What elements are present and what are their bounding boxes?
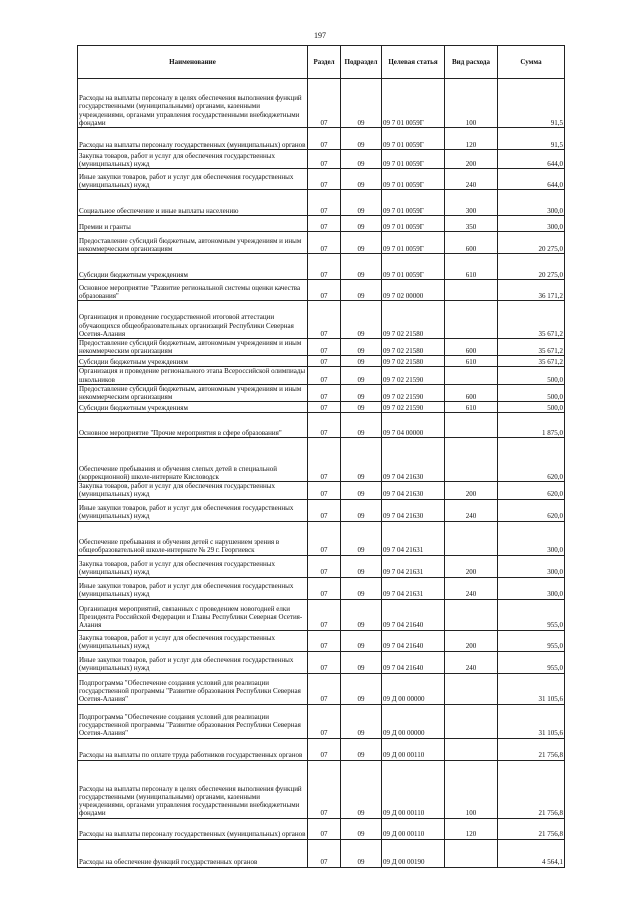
cell-amount: 300,0 bbox=[498, 577, 565, 599]
cell-expense-type bbox=[445, 280, 498, 301]
cell-section: 07 bbox=[308, 128, 341, 150]
cell-section: 07 bbox=[308, 339, 341, 356]
cell-name: Организация и проведение регионального этапа Всероссийской олимпиады школьников bbox=[78, 367, 308, 384]
cell-target: 09 7 01 0059Г bbox=[382, 169, 445, 190]
cell-name: Иные закупки товаров, работ и услуг для обеспечения государственных (муниципальных) нужд bbox=[78, 577, 308, 599]
cell-target: 09 7 02 21590 bbox=[382, 402, 445, 413]
cell-name: Расходы на выплаты персоналу в целях обеспечения выполнения функций государственными (муниципальными) органами, казенными учреждениями, органами управления государственными внебюджетными фондами bbox=[78, 760, 308, 818]
cell-target: 09 Д 00 00110 bbox=[382, 760, 445, 818]
cell-subsection: 09 bbox=[341, 169, 382, 190]
cell-target: 09 7 01 0059Г bbox=[382, 79, 445, 128]
cell-section: 07 bbox=[308, 280, 341, 301]
cell-subsection: 09 bbox=[341, 760, 382, 818]
cell-amount: 955,0 bbox=[498, 651, 565, 673]
cell-amount: 300,0 bbox=[498, 190, 565, 216]
cell-target: 09 7 02 21580 bbox=[382, 356, 445, 367]
cell-section: 07 bbox=[308, 499, 341, 521]
cell-name: Основное мероприятие "Развитие региональной системы оценки качества образования" bbox=[78, 280, 308, 301]
header-name: Наименование bbox=[78, 46, 308, 79]
cell-expense-type: 350 bbox=[445, 216, 498, 232]
cell-section: 07 bbox=[308, 384, 341, 401]
cell-name: Иные закупки товаров, работ и услуг для обеспечения государственных (муниципальных) нужд bbox=[78, 169, 308, 190]
cell-amount: 4 564,1 bbox=[498, 839, 565, 867]
cell-target: 09 7 02 21590 bbox=[382, 384, 445, 401]
cell-name: Организация мероприятий, связанных с проведением новогодней елки Президента Российской Федерации и Главы Республики Северная Осетия-Алания bbox=[78, 599, 308, 630]
table-row bbox=[78, 760, 565, 818]
cell-name: Обеспечение пребывания и обучения слепых детей в специальной (коррекционной) школе-интернате Кисловодск bbox=[78, 438, 308, 482]
cell-expense-type bbox=[445, 521, 498, 555]
cell-subsection: 09 bbox=[341, 839, 382, 867]
cell-subsection: 09 bbox=[341, 599, 382, 630]
cell-section: 07 bbox=[308, 521, 341, 555]
table-row bbox=[78, 339, 565, 356]
table-row bbox=[78, 280, 565, 301]
cell-amount: 21 756,8 bbox=[498, 738, 565, 760]
cell-expense-type: 600 bbox=[445, 339, 498, 356]
header-expense-type: Вид расхода bbox=[445, 46, 498, 79]
cell-expense-type bbox=[445, 301, 498, 339]
cell-subsection: 09 bbox=[341, 818, 382, 839]
table-row bbox=[78, 438, 565, 482]
table-row bbox=[78, 630, 565, 651]
cell-section: 07 bbox=[308, 216, 341, 232]
cell-subsection: 09 bbox=[341, 150, 382, 169]
cell-subsection: 09 bbox=[341, 190, 382, 216]
cell-amount: 300,0 bbox=[498, 521, 565, 555]
table-row bbox=[78, 521, 565, 555]
cell-target: 09 7 01 0059Г bbox=[382, 216, 445, 232]
cell-expense-type: 300 bbox=[445, 190, 498, 216]
cell-section: 07 bbox=[308, 651, 341, 673]
cell-name: Иные закупки товаров, работ и услуг для обеспечения государственных (муниципальных) нужд bbox=[78, 651, 308, 673]
cell-target: 09 7 04 21640 bbox=[382, 599, 445, 630]
cell-expense-type: 120 bbox=[445, 818, 498, 839]
cell-expense-type bbox=[445, 367, 498, 384]
cell-expense-type: 610 bbox=[445, 254, 498, 280]
header-subsection: Подраздел bbox=[341, 46, 382, 79]
cell-subsection: 09 bbox=[341, 651, 382, 673]
table-header-row bbox=[78, 46, 565, 79]
table-row bbox=[78, 413, 565, 438]
cell-amount: 955,0 bbox=[498, 599, 565, 630]
table-row bbox=[78, 651, 565, 673]
cell-target: 09 7 02 21590 bbox=[382, 367, 445, 384]
cell-section: 07 bbox=[308, 232, 341, 254]
budget-table bbox=[77, 45, 565, 868]
cell-subsection: 09 bbox=[341, 128, 382, 150]
cell-expense-type: 100 bbox=[445, 760, 498, 818]
cell-section: 07 bbox=[308, 356, 341, 367]
cell-target: 09 7 04 21631 bbox=[382, 577, 445, 599]
cell-subsection: 09 bbox=[341, 482, 382, 499]
cell-amount: 500,0 bbox=[498, 402, 565, 413]
cell-target: 09 7 02 00000 bbox=[382, 280, 445, 301]
cell-subsection: 09 bbox=[341, 577, 382, 599]
cell-target: 09 7 02 21580 bbox=[382, 301, 445, 339]
cell-subsection: 09 bbox=[341, 413, 382, 438]
table-row bbox=[78, 577, 565, 599]
table-row bbox=[78, 150, 565, 169]
cell-amount: 1 875,0 bbox=[498, 413, 565, 438]
cell-name: Подпрограмма "Обеспечение создания условий для реализации государственной программы "Развитие образования Республики Северная Осетия-Алания" bbox=[78, 704, 308, 738]
cell-name: Субсидии бюджетным учреждениям bbox=[78, 356, 308, 367]
cell-subsection: 09 bbox=[341, 301, 382, 339]
cell-subsection: 09 bbox=[341, 339, 382, 356]
cell-section: 07 bbox=[308, 738, 341, 760]
cell-section: 07 bbox=[308, 482, 341, 499]
cell-section: 07 bbox=[308, 413, 341, 438]
cell-expense-type bbox=[445, 599, 498, 630]
cell-subsection: 09 bbox=[341, 384, 382, 401]
cell-amount: 644,0 bbox=[498, 169, 565, 190]
cell-subsection: 09 bbox=[341, 254, 382, 280]
cell-amount: 620,0 bbox=[498, 482, 565, 499]
table-row bbox=[78, 818, 565, 839]
header-amount: Сумма bbox=[498, 46, 565, 79]
cell-name: Социальное обеспечение и иные выплаты населению bbox=[78, 190, 308, 216]
page-number: 197 bbox=[314, 31, 326, 40]
cell-subsection: 09 bbox=[341, 738, 382, 760]
table-row bbox=[78, 482, 565, 499]
cell-amount: 620,0 bbox=[498, 438, 565, 482]
table-row bbox=[78, 128, 565, 150]
cell-target: 09 7 04 21640 bbox=[382, 651, 445, 673]
cell-expense-type: 200 bbox=[445, 482, 498, 499]
cell-section: 07 bbox=[308, 630, 341, 651]
cell-amount: 31 105,6 bbox=[498, 704, 565, 738]
cell-expense-type bbox=[445, 704, 498, 738]
cell-section: 07 bbox=[308, 673, 341, 704]
cell-subsection: 09 bbox=[341, 216, 382, 232]
cell-target: 09 7 01 0059Г bbox=[382, 232, 445, 254]
cell-amount: 300,0 bbox=[498, 555, 565, 577]
cell-section: 07 bbox=[308, 367, 341, 384]
cell-section: 07 bbox=[308, 254, 341, 280]
cell-amount: 620,0 bbox=[498, 499, 565, 521]
cell-expense-type: 610 bbox=[445, 356, 498, 367]
cell-name: Расходы на выплаты персоналу государственных (муниципальных) органов bbox=[78, 818, 308, 839]
cell-expense-type: 240 bbox=[445, 577, 498, 599]
cell-amount: 500,0 bbox=[498, 384, 565, 401]
table-row bbox=[78, 738, 565, 760]
cell-target: 09 7 04 00000 bbox=[382, 413, 445, 438]
cell-amount: 35 671,2 bbox=[498, 301, 565, 339]
cell-amount: 35 671,2 bbox=[498, 339, 565, 356]
cell-section: 07 bbox=[308, 301, 341, 339]
cell-target: 09 Д 00 00000 bbox=[382, 673, 445, 704]
cell-name: Закупка товаров, работ и услуг для обеспечения государственных (муниципальных) нужд bbox=[78, 555, 308, 577]
cell-name: Закупка товаров, работ и услуг для обеспечения государственных (муниципальных) нужд bbox=[78, 150, 308, 169]
cell-subsection: 09 bbox=[341, 673, 382, 704]
cell-expense-type bbox=[445, 438, 498, 482]
cell-section: 07 bbox=[308, 577, 341, 599]
table-row bbox=[78, 356, 565, 367]
cell-expense-type bbox=[445, 738, 498, 760]
table-row bbox=[78, 79, 565, 128]
table-row bbox=[78, 190, 565, 216]
table-row bbox=[78, 232, 565, 254]
cell-expense-type: 120 bbox=[445, 128, 498, 150]
cell-amount: 91,5 bbox=[498, 79, 565, 128]
cell-section: 07 bbox=[308, 555, 341, 577]
cell-name: Обеспечение пребывания и обучения детей с нарушением зрения в общеобразовательной школе-интернате № 29 г. Георгиевск bbox=[78, 521, 308, 555]
cell-expense-type: 200 bbox=[445, 630, 498, 651]
table-row bbox=[78, 301, 565, 339]
header-section: Раздел bbox=[308, 46, 341, 79]
cell-target: 09 7 02 21580 bbox=[382, 339, 445, 356]
cell-target: 09 7 01 0059Г bbox=[382, 128, 445, 150]
cell-name: Закупка товаров, работ и услуг для обеспечения государственных (муниципальных) нужд bbox=[78, 630, 308, 651]
cell-name: Основное мероприятие "Прочие мероприятия в сфере образования" bbox=[78, 413, 308, 438]
table-body bbox=[78, 79, 565, 868]
cell-subsection: 09 bbox=[341, 280, 382, 301]
cell-expense-type: 240 bbox=[445, 169, 498, 190]
cell-name: Подпрограмма "Обеспечение создания условий для реализации государственной программы "Развитие образования Республики Северная Осетия-Алания" bbox=[78, 673, 308, 704]
cell-amount: 36 171,2 bbox=[498, 280, 565, 301]
table-row bbox=[78, 839, 565, 867]
cell-section: 07 bbox=[308, 704, 341, 738]
cell-name: Иные закупки товаров, работ и услуг для обеспечения государственных (муниципальных) нужд bbox=[78, 499, 308, 521]
table-row bbox=[78, 254, 565, 280]
cell-target: 09 7 04 21630 bbox=[382, 438, 445, 482]
cell-subsection: 09 bbox=[341, 555, 382, 577]
cell-name: Расходы на выплаты персоналу в целях обеспечения выполнения функций государственными (муниципальными) органами, казенными учреждениями, органами управления государственными внебюджетными фондами bbox=[78, 79, 308, 128]
cell-expense-type: 200 bbox=[445, 150, 498, 169]
cell-subsection: 09 bbox=[341, 521, 382, 555]
cell-target: 09 7 04 21630 bbox=[382, 482, 445, 499]
cell-expense-type: 600 bbox=[445, 232, 498, 254]
cell-name: Закупка товаров, работ и услуг для обеспечения государственных (муниципальных) нужд bbox=[78, 482, 308, 499]
table-row bbox=[78, 169, 565, 190]
cell-section: 07 bbox=[308, 599, 341, 630]
cell-name: Расходы на выплаты по оплате труда работников государственных органов bbox=[78, 738, 308, 760]
table-row bbox=[78, 216, 565, 232]
cell-expense-type: 200 bbox=[445, 555, 498, 577]
cell-section: 07 bbox=[308, 79, 341, 128]
cell-subsection: 09 bbox=[341, 79, 382, 128]
cell-amount: 21 756,8 bbox=[498, 818, 565, 839]
cell-amount: 20 275,0 bbox=[498, 232, 565, 254]
cell-subsection: 09 bbox=[341, 438, 382, 482]
cell-expense-type bbox=[445, 413, 498, 438]
cell-target: 09 Д 00 00000 bbox=[382, 704, 445, 738]
cell-expense-type bbox=[445, 839, 498, 867]
cell-amount: 20 275,0 bbox=[498, 254, 565, 280]
cell-subsection: 09 bbox=[341, 704, 382, 738]
cell-name: Организация и проведение государственной итоговой аттестации обучающихся общеобразовательных организаций Республики Северная Осетия-Алания bbox=[78, 301, 308, 339]
cell-subsection: 09 bbox=[341, 402, 382, 413]
cell-name: Расходы на обеспечение функций государственных органов bbox=[78, 839, 308, 867]
table-row bbox=[78, 402, 565, 413]
cell-name: Предоставление субсидий бюджетным, автономным учреждениям и иным некоммерческим организациям bbox=[78, 232, 308, 254]
cell-section: 07 bbox=[308, 150, 341, 169]
cell-subsection: 09 bbox=[341, 232, 382, 254]
cell-target: 09 7 04 21631 bbox=[382, 521, 445, 555]
cell-expense-type: 240 bbox=[445, 499, 498, 521]
cell-section: 07 bbox=[308, 760, 341, 818]
cell-expense-type: 100 bbox=[445, 79, 498, 128]
cell-name: Премии и гранты bbox=[78, 216, 308, 232]
cell-amount: 91,5 bbox=[498, 128, 565, 150]
cell-name: Субсидии бюджетным учреждениям bbox=[78, 254, 308, 280]
cell-target: 09 7 01 0059Г bbox=[382, 254, 445, 280]
cell-amount: 500,0 bbox=[498, 367, 565, 384]
cell-subsection: 09 bbox=[341, 367, 382, 384]
header-target: Целевая статья bbox=[382, 46, 445, 79]
cell-section: 07 bbox=[308, 190, 341, 216]
cell-subsection: 09 bbox=[341, 356, 382, 367]
cell-expense-type bbox=[445, 673, 498, 704]
cell-target: 09 7 04 21631 bbox=[382, 555, 445, 577]
cell-target: 09 Д 00 00110 bbox=[382, 738, 445, 760]
cell-section: 07 bbox=[308, 169, 341, 190]
cell-section: 07 bbox=[308, 402, 341, 413]
cell-amount: 300,0 bbox=[498, 216, 565, 232]
table-row bbox=[78, 599, 565, 630]
table-row bbox=[78, 704, 565, 738]
cell-target: 09 7 04 21630 bbox=[382, 499, 445, 521]
cell-target: 09 Д 00 00190 bbox=[382, 839, 445, 867]
cell-subsection: 09 bbox=[341, 630, 382, 651]
cell-target: 09 7 01 0059Г bbox=[382, 190, 445, 216]
cell-amount: 955,0 bbox=[498, 630, 565, 651]
table-row bbox=[78, 555, 565, 577]
cell-amount: 35 671,2 bbox=[498, 356, 565, 367]
cell-subsection: 09 bbox=[341, 499, 382, 521]
cell-amount: 31 105,6 bbox=[498, 673, 565, 704]
cell-section: 07 bbox=[308, 438, 341, 482]
cell-name: Расходы на выплаты персоналу государственных (муниципальных) органов bbox=[78, 128, 308, 150]
cell-name: Предоставление субсидий бюджетным, автономным учреждениям и иным некоммерческим организациям bbox=[78, 384, 308, 401]
table-row bbox=[78, 499, 565, 521]
cell-amount: 644,0 bbox=[498, 150, 565, 169]
cell-target: 09 Д 00 00110 bbox=[382, 818, 445, 839]
cell-expense-type: 610 bbox=[445, 402, 498, 413]
cell-section: 07 bbox=[308, 818, 341, 839]
table-row bbox=[78, 384, 565, 401]
table-row bbox=[78, 367, 565, 384]
cell-name: Субсидии бюджетным учреждениям bbox=[78, 402, 308, 413]
cell-target: 09 7 01 0059Г bbox=[382, 150, 445, 169]
table-row bbox=[78, 673, 565, 704]
cell-name: Предоставление субсидий бюджетным, автономным учреждениям и иным некоммерческим организациям bbox=[78, 339, 308, 356]
cell-section: 07 bbox=[308, 839, 341, 867]
cell-amount: 21 756,8 bbox=[498, 760, 565, 818]
cell-expense-type: 600 bbox=[445, 384, 498, 401]
cell-expense-type: 240 bbox=[445, 651, 498, 673]
cell-target: 09 7 04 21640 bbox=[382, 630, 445, 651]
